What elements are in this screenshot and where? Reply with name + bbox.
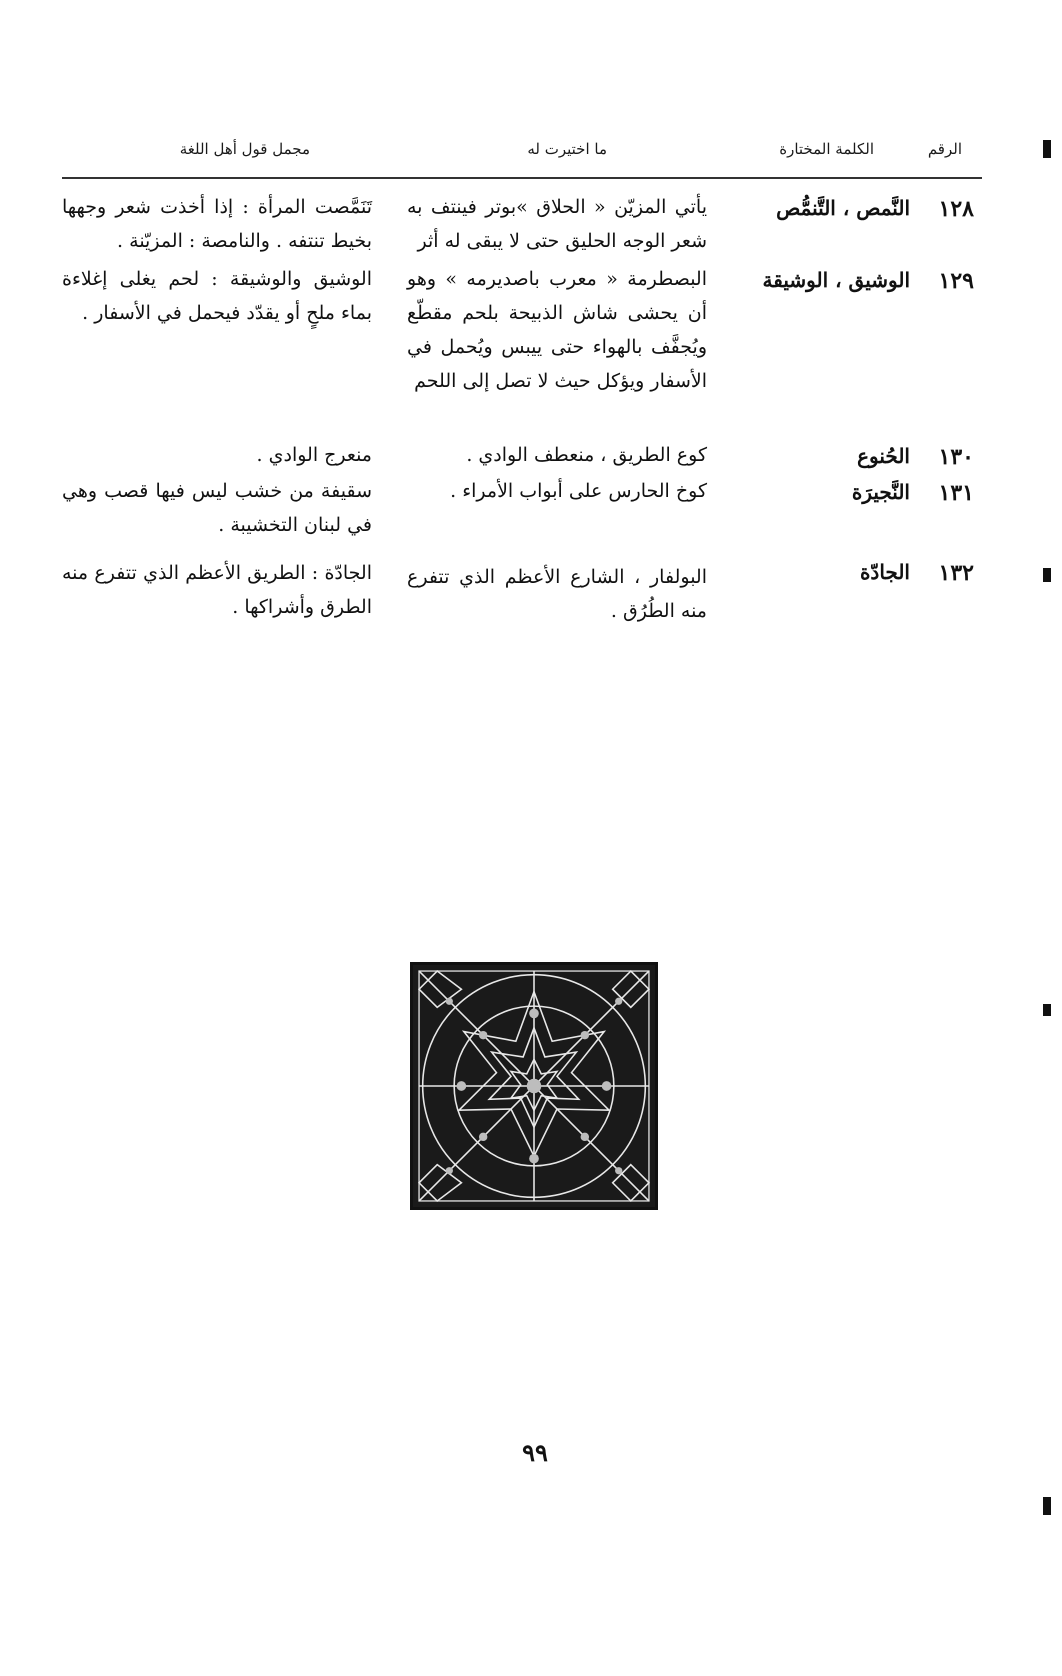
entry-summary: منعرج الوادي . [256,444,372,466]
entry-chosen: البولفار ، الشارع الأعظم الذي تتفرع منه الطُرُق . [407,566,707,622]
header-number: الرقم [927,140,962,158]
entry-number: ١٣٢ [938,560,974,586]
entry-word: النَّمص ، التَّنمُّص [776,196,910,220]
entry-number: ١٣٠ [938,444,974,470]
header-rule [62,177,982,179]
entry-word: الجادّة [859,560,910,584]
header-summary: مجمل قول أهل اللغة [179,140,310,158]
entry-summary: تَنَمَّصت المرأة : إذا أخذت شعر وجهها بخيط تنتفه . والنامصة : المزيّنة . [62,196,372,252]
edge-mark [1043,140,1051,158]
entry-word: الوشيق ، الوشيقة [762,268,910,292]
entry-summary: الوشيق والوشيقة : لحم يغلى إغلاءة بماء ملحٍ أو يقدّد فيحمل في الأسفار . [62,268,372,324]
entry-word: الحُنوع [857,444,910,468]
entry-chosen: البصطرمة « معرب باصديرمه » وهو أن يحشى شاش الذبيحة بلحم مقطّع ويُجفَّف بالهواء حتى ييبس ويُحمل في الأسفار ويؤكل حيث لا تصل إلى اللحم [407,268,707,392]
entry-number: ١٣١ [938,480,974,506]
entry-chosen: يأتي المزيّن « الحلاق »بوتر فينتف به شعر الوجه الحليق حتى لا يبقى له أثر [407,196,707,252]
entry-chosen: كوخ الحارس على أبواب الأمراء . [450,480,707,502]
page-number: ٩٩ [522,1438,548,1467]
entry-summary: سقيفة من خشب ليس فيها قصب وهي في لبنان التخشيبة . [62,480,372,536]
edge-mark [1043,568,1051,582]
entry-word: النَّجيرَة [851,480,910,504]
entry-summary: الجادّة : الطريق الأعظم الذي تتفرع منه الطرق وأشراكها . [62,562,372,618]
edge-mark [1043,1004,1051,1016]
entry-chosen: كوع الطريق ، منعطف الوادي . [466,444,707,466]
entry-number: ١٢٨ [938,196,974,222]
entry-number: ١٢٩ [938,268,974,294]
geometric-star-ornament-icon [410,962,658,1210]
header-word: الكلمة المختارة [779,140,874,158]
header-chosen: ما اختيرت له [527,140,607,158]
edge-mark [1043,1497,1051,1515]
